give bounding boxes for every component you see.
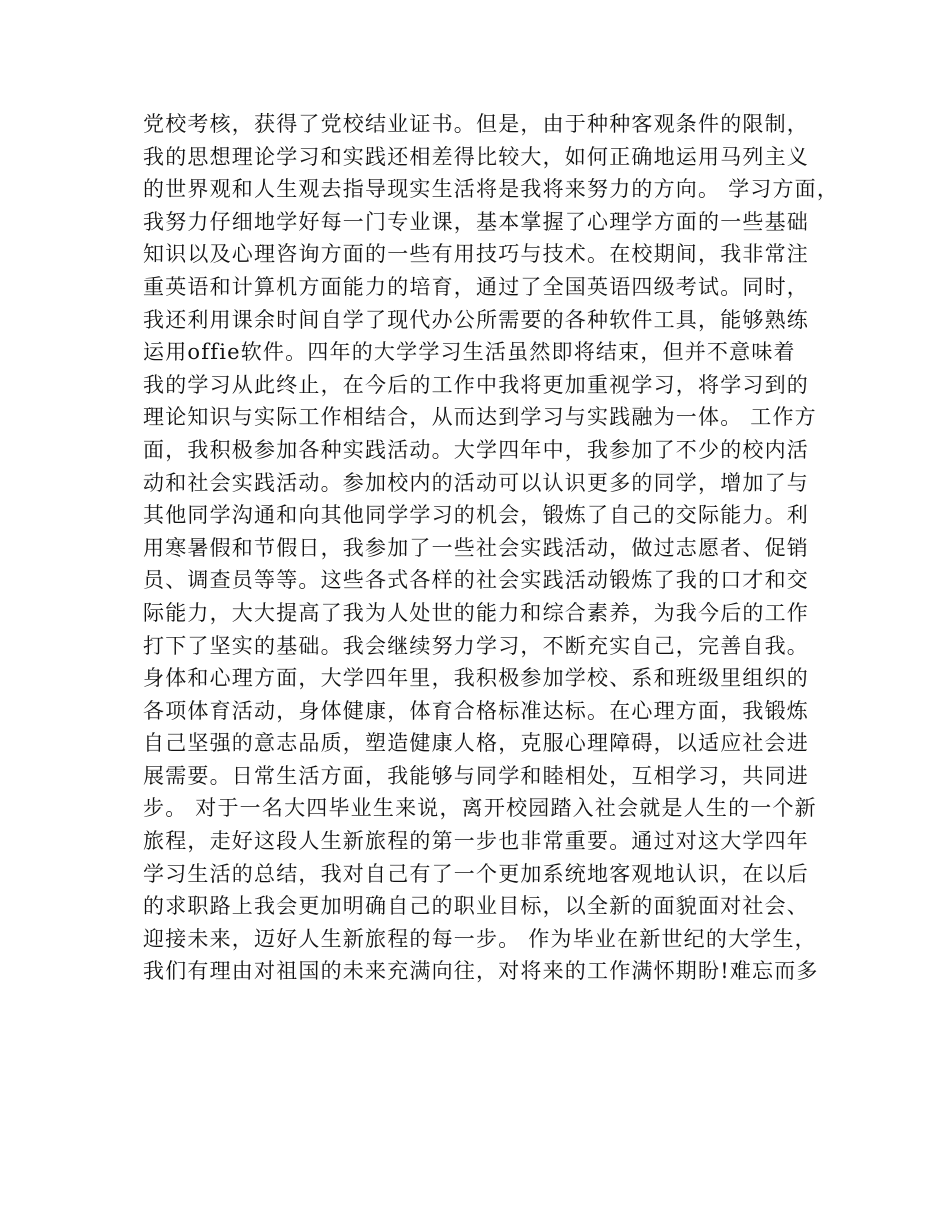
text-line: 知识以及心理咨询方面的一些有用技巧与技术。在校期间，我非常注 <box>143 242 809 267</box>
text-line: 旅程，走好这段人生新旅程的第一步也非常重要。通过对这大学四年 <box>143 829 809 854</box>
text-line: 的求职路上我会更加明确自己的职业目标，以全新的面貌面对社会、 <box>143 894 809 919</box>
text-line: 我还利用课余时间自学了现代办公所需要的各种软件工具，能够熟练 <box>143 307 809 332</box>
text-line: 我们有理由对祖国的未来充满向往，对将来的工作满怀期盼!难忘而多 <box>143 959 819 984</box>
text-line: 我努力仔细地学好每一门专业课，基本掌握了心理学方面的一些基础 <box>143 209 809 234</box>
text-line: 各项体育活动，身体健康，体育合格标准达标。在心理方面，我锻炼 <box>143 698 809 723</box>
text-line: 运用offie软件。四年的大学学习生活虽然即将结束，但并不意味着 <box>143 340 796 365</box>
text-line: 其他同学沟通和向其他同学学习的机会，锻炼了自己的交际能力。利 <box>143 503 809 528</box>
text-line: 际能力，大大提高了我为人处世的能力和综合素养，为我今后的工作 <box>143 600 809 625</box>
text-line: 重英语和计算机方面能力的培育，通过了全国英语四级考试。同时， <box>143 274 809 299</box>
text-line: 打下了坚实的基础。我会继续努力学习，不断充实自己，完善自我。 <box>143 633 809 658</box>
text-line: 自己坚强的意志品质，塑造健康人格，克服心理障碍，以适应社会进 <box>143 731 809 756</box>
text-line: 我的学习从此终止，在今后的工作中我将更加重视学习，将学习到的 <box>143 372 809 397</box>
text-line: 员、调查员等等。这些各式各样的社会实践活动锻炼了我的口才和交 <box>143 568 809 593</box>
text-line: 的世界观和人生观去指导现实生活将是我将来努力的方向。 学习方面， <box>143 177 840 202</box>
text-line: 身体和心理方面，大学四年里，我积极参加学校、系和班级里组织的 <box>143 666 809 691</box>
text-line: 我的思想理论学习和实践还相差得比较大，如何正确地运用马列主义 <box>143 144 809 169</box>
text-line: 面，我积极参加各种实践活动。大学四年中，我参加了不少的校内活 <box>143 437 809 462</box>
text-line: 理论知识与实际工作相结合，从而达到学习与实践融为一体。 工作方 <box>143 405 817 430</box>
text-line: 展需要。日常生活方面，我能够与同学和睦相处，互相学习，共同进 <box>143 763 809 788</box>
text-line: 用寒暑假和节假日，我参加了一些社会实践活动，做过志愿者、促销 <box>143 535 809 560</box>
body-text <box>143 108 840 988</box>
text-line: 学习生活的总结，我对自己有了一个更加系统地客观地认识，在以后 <box>143 861 809 886</box>
text-line: 动和社会实践活动。参加校内的活动可以认识更多的同学，增加了与 <box>143 470 809 495</box>
text-line: 步。 对于一名大四毕业生来说，离开校园踏入社会就是人生的一个新 <box>143 796 817 821</box>
text-line: 党校考核，获得了党校结业证书。但是，由于种种客观条件的限制， <box>143 112 809 136</box>
text-line: 迎接未来，迈好人生新旅程的每一步。 作为毕业在新世纪的大学生， <box>143 926 817 951</box>
